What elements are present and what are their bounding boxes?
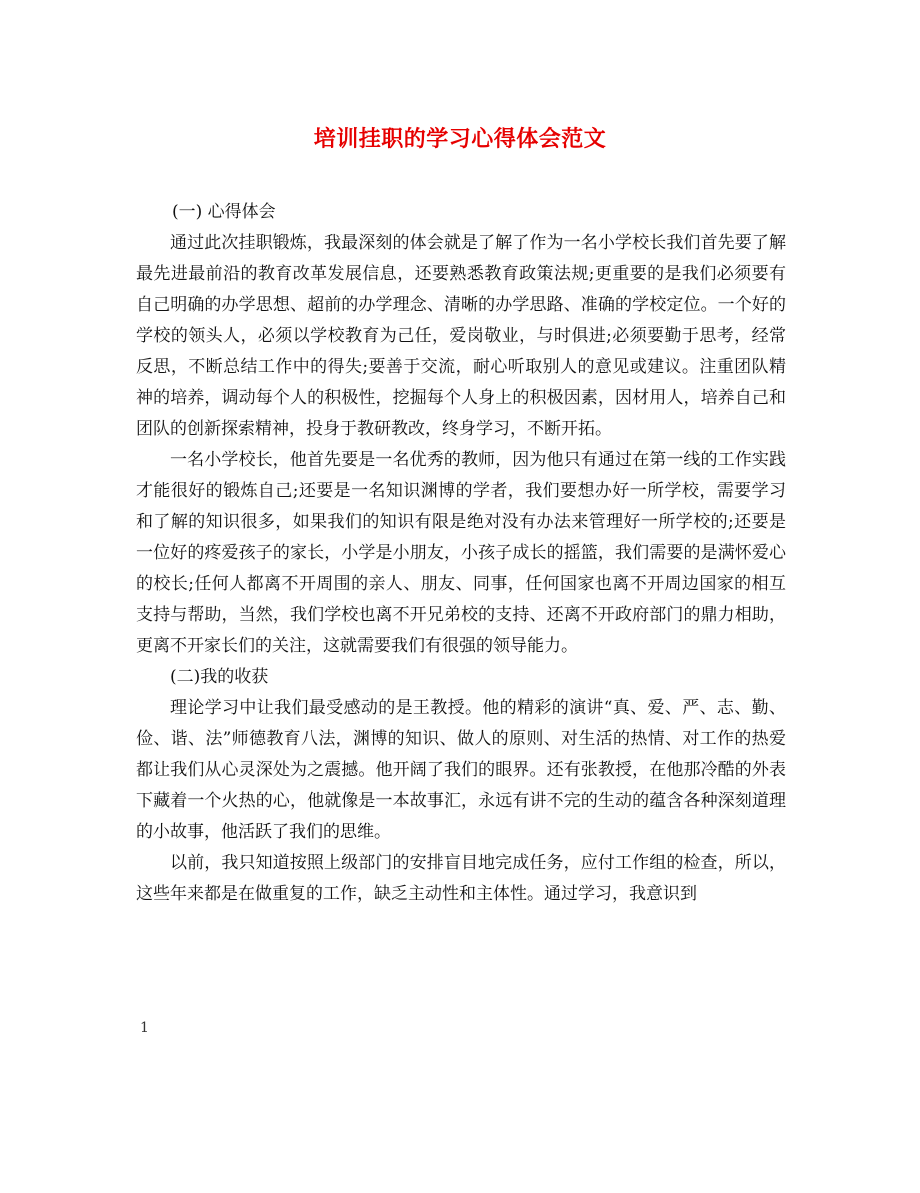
paragraph-2: 一名小学校长，他首先要是一名优秀的教师，因为他只有通过在第一线的工作实践才能很好的锻炼自己;还要是一名知识渊博的学者，我们要想办好一所学校，需要学习和了解的知识很多，如果我们的知识有限是绝对没有办法来管理好一所学校的;还要是一位好的疼爱孩子的家长，小学是小朋友，小孩子成长的摇篮，我们需要的是满怀爱心的校长;任何人都离不开周围的亲人、朋友、同事，任何国家也离不开周边国家的相互支持与帮助，当然，我们学校也离不开兄弟校的支持、还离不开政府部门的鼎力相助，更离不开家长们的关注，这就需要我们有很强的领导能力。 [136, 450, 786, 656]
section-heading-1: (一) 心得体会 [172, 202, 276, 222]
document-title: 培训挂职的学习心得体会范文 [313, 126, 607, 152]
paragraph-4: 以前，我只知道按照上级部门的安排盲目地完成任务，应付工作组的检查，所以，这些年来都是在做重复的工作，缺乏主动性和主体性。通过学习，我意识到 [136, 853, 786, 904]
paragraph-1: 通过此次挂职锻炼，我最深刻的体会就是了解了作为一名小学校长我们首先要了解最先进最前沿的教育改革发展信息，还要熟悉教育政策法规;更重要的是我们必须要有自己明确的办学思想、超前的办学理念、清晰的办学思路、准确的学校定位。一个好的学校的领头人，必须以学校教育为己任，爱岗敬业，与时俱进;必须要勤于思考，经常反思，不断总结工作中的得失;要善于交流，耐心听取别人的意见或建议。注重团队精神的培养，调动每个人的积极性，挖掘每个人身上的积极因素，因材用人，培养自己和团队的创新探索精神，投身于教研教改，终身学习，不断开拓。 [136, 233, 786, 439]
paragraph-3: 理论学习中让我们最受感动的是王教授。他的精彩的演讲“真、爱、严、志、勤、俭、谐、法”师德教育八法，渊博的知识、做人的原则、对生活的热情、对工作的热爱都让我们从心灵深处为之震撼。他开阔了我们的眼界。还有张教授，在他那冷酷的外表下藏着一个火热的心，他就像是一本故事汇，永远有讲不完的生动的蕴含各种深刻道理的小故事，他活跃了我们的思维。 [136, 698, 786, 842]
document-body [136, 197, 786, 910]
page-number: 1 [140, 1020, 149, 1036]
section-heading-2: (二)我的收获 [170, 667, 269, 687]
